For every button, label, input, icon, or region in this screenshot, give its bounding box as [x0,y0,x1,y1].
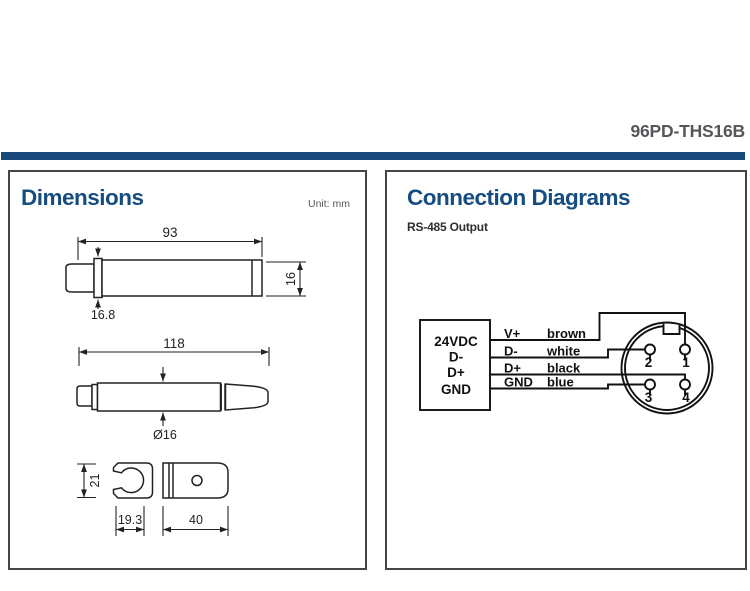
dim-diameter-phi16: Ø16 [153,428,177,442]
dimensions-title: Dimensions [21,185,144,210]
dim-length-118: 118 [163,336,185,351]
dim-clip-width-19-3: 19.3 [117,513,143,527]
unit-label: Unit: mm [308,198,350,210]
wire-color-blue: blue [547,374,574,390]
dim-head-16-8: 16.8 [90,308,116,322]
terminal-line-d-plus: D+ [447,365,465,380]
wire-signal-gnd: GND [504,374,533,390]
rs485-output-subtitle: RS-485 Output [407,220,488,234]
pin-label-4: 4 [682,390,690,405]
wire-color-white: white [547,343,581,359]
wire-signal-d-plus: D+ [504,360,521,376]
terminal-line-gnd: GND [441,382,471,397]
wire-signal-d-minus: D- [504,343,518,359]
pin-label-1: 1 [682,355,690,370]
terminal-line-24vdc: 24VDC [434,334,478,349]
dim-length-93: 93 [162,225,178,240]
wire-signal-v-plus: V+ [504,326,521,341]
connection-diagrams-title: Connection Diagrams [407,185,631,210]
dim-diameter-16: 16 [284,272,298,286]
pin-label-2: 2 [644,355,653,370]
dim-plate-length-40: 40 [189,513,203,527]
dim-clip-height-21: 21 [88,473,102,488]
product-model-number: 96PD-THS16B [630,121,745,141]
terminal-line-d-minus: D- [448,349,464,365]
wire-color-brown: brown [547,326,586,341]
pin-label-3: 3 [644,390,653,405]
dimensions-panel [8,170,367,570]
accent-divider-bar [1,152,745,160]
wire-color-black: black [547,360,581,376]
